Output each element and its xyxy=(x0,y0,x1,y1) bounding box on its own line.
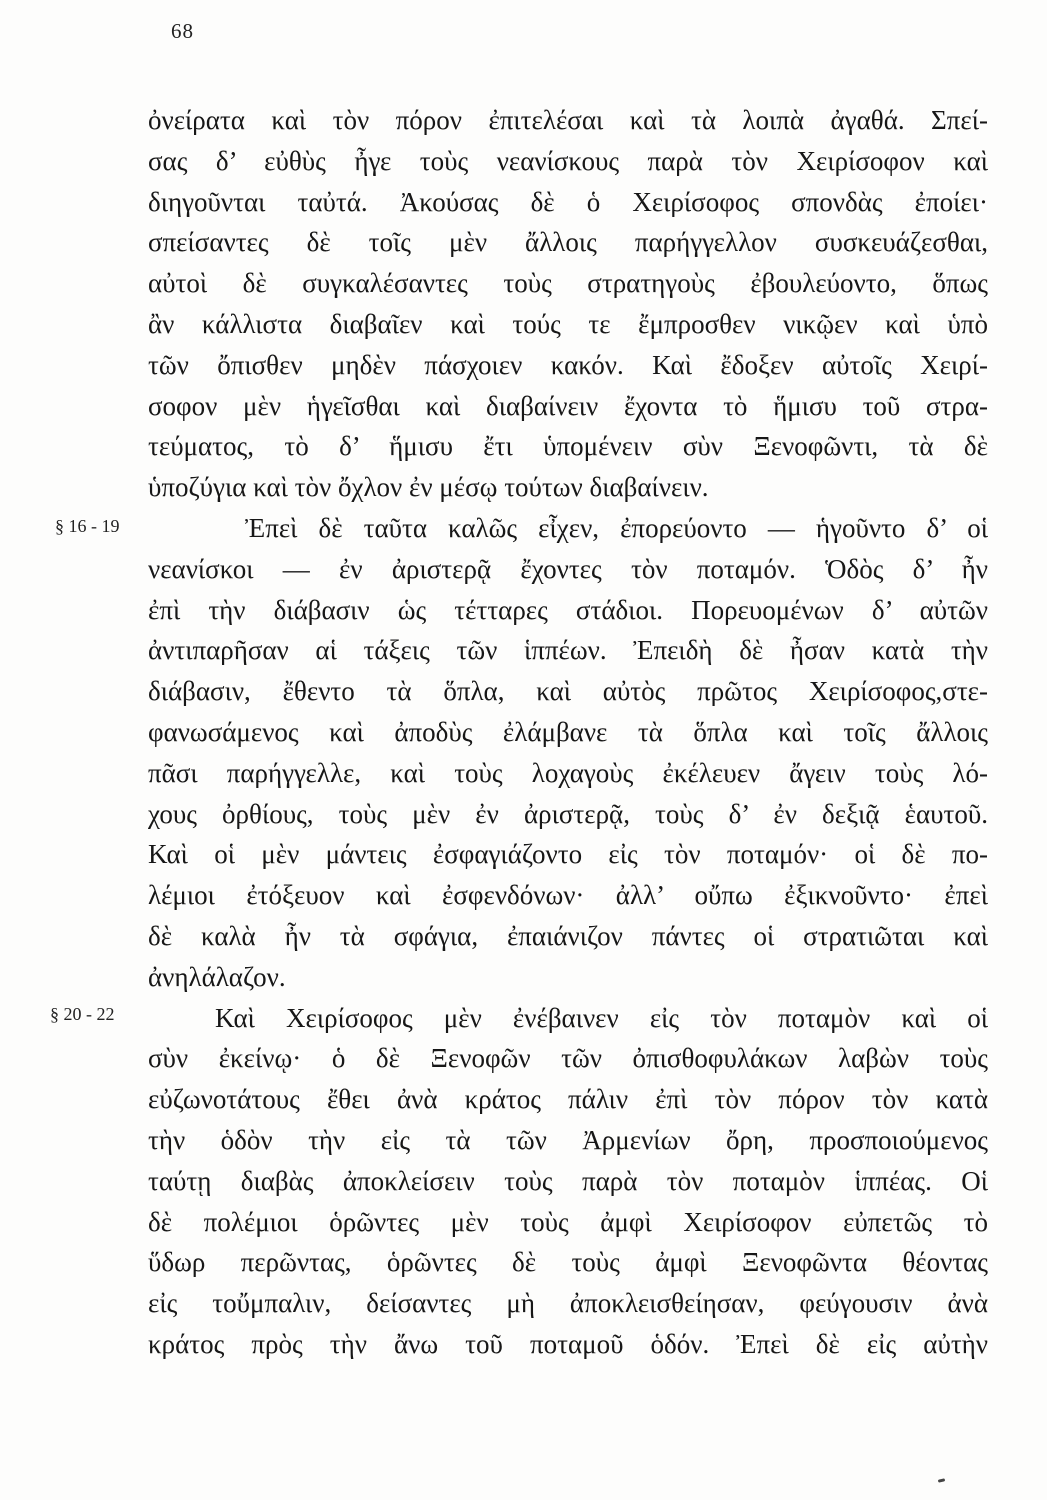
text-line: ὑποζύγια καὶ τὸν ὄχλον ἐν μέσῳ τούτων διαβαίνειν. xyxy=(148,472,709,503)
text-line: σας δ’ εὐθὺς ἦγε τοὺς νεανίσκους παρὰ τὸν Χειρίσοφον καὶ xyxy=(148,145,988,176)
text-line: φανωσάμενος καὶ ἀποδὺς ἐλάμβανε τὰ ὅπλα καὶ τοῖς ἄλλοις xyxy=(148,716,988,747)
text-line: τὴν ὁδὸν τὴν εἰς τὰ τῶν Ἀρμενίων ὄρη, προσποιούμενος xyxy=(148,1124,988,1155)
scan-speck xyxy=(938,1478,945,1482)
text-line: τεύματος, τὸ δ’ ἥμισυ ἔτι ὑπομένειν σὺν Ξενοφῶντι, τὰ δὲ xyxy=(148,431,988,462)
text-line: διάβασιν, ἔθεντο τὰ ὅπλα, καὶ αὐτὸς πρῶτος Χειρίσοφος,στε- xyxy=(148,676,988,707)
text-line: ἀντιπαρῆσαν αἱ τάξεις τῶν ἱππέων. Ἐπειδὴ δὲ ἦσαν κατὰ τὴν xyxy=(148,635,988,666)
text-line: εἰς τοὔμπαλιν, δείσαντες μὴ ἀποκλεισθείησαν, φεύγουσιν ἀνὰ xyxy=(148,1288,988,1319)
text-line: αὐτοὶ δὲ συγκαλέσαντες τοὺς στρατηγοὺς ἐβουλεύοντο, ὅπως xyxy=(148,268,988,299)
paragraph-section-16-19 xyxy=(148,508,988,998)
text-line: Ἐπεὶ δὲ ταῦτα καλῶς εἶχεν, ἐπορεύοντο — ἡγοῦντο δ’ οἱ xyxy=(245,512,988,543)
paragraph-continued xyxy=(148,100,988,508)
text-line: ὕδωρ περῶντας, ὁρῶντες δὲ τοὺς ἀμφὶ Ξενοφῶντα θέοντας xyxy=(148,1247,988,1278)
text-line: πᾶσι παρήγγελλε, καὶ τοὺς λοχαγοὺς ἐκέλευεν ἄγειν τοὺς λό- xyxy=(148,757,988,788)
text-line: ἐπὶ τὴν διάβασιν ὡς τέτταρες στάδιοι. Πορευομένων δ’ αὐτῶν xyxy=(148,594,988,625)
text-line: λέμιοι ἐτόξευον καὶ ἐσφενδόνων· ἀλλ’ οὔπω ἐξικνοῦντο· ἐπεὶ xyxy=(148,880,988,911)
text-line: σοφον μὲν ἡγεῖσθαι καὶ διαβαίνειν ἔχοντα τὸ ἥμισυ τοῦ στρα- xyxy=(148,390,988,421)
text-line: ἀνηλάλαζον. xyxy=(148,961,286,992)
text-line: νεανίσκοι — ἐν ἀριστερᾷ ἔχοντες τὸν ποταμόν. Ὁδὸς δ’ ἦν xyxy=(148,553,988,584)
text-line: κράτος πρὸς τὴν ἄνω τοῦ ποταμοῦ ὁδόν. Ἐπεὶ δὲ εἰς αὐτὴν xyxy=(148,1328,988,1359)
greek-text-body xyxy=(148,100,988,1365)
text-line: εὐζωνοτάτους ἔθει ἀνὰ κράτος πάλιν ἐπὶ τὸν πόρον τὸν κατὰ xyxy=(148,1084,988,1115)
text-line: ὀνείρατα καὶ τὸν πόρον ἐπιτελέσαι καὶ τὰ λοιπὰ ἀγαθά. Σπεί- xyxy=(148,105,988,135)
text-line: δὲ καλὰ ἦν τὰ σφάγια, ἐπαιάνιζον πάντες οἱ στρατιῶται καὶ xyxy=(148,920,988,951)
margin-note-section-20-22: § 20 - 22 xyxy=(50,1004,115,1024)
text-line: δὲ πολέμιοι ὁρῶντες μὲν τοὺς ἀμφὶ Χειρίσοφον εὐπετῶς τὸ xyxy=(148,1206,988,1237)
text-line: τῶν ὄπισθεν μηδὲν πάσχοιεν κακόν. Καὶ ἔδοξεν αὐτοῖς Χειρί- xyxy=(148,349,988,380)
text-line: Καὶ Χειρίσοφος μὲν ἐνέβαινεν εἰς τὸν ποταμὸν καὶ οἱ xyxy=(215,1002,988,1033)
text-line: ταύτῃ διαβὰς ἀποκλείσειν τοὺς παρὰ τὸν ποταμὸν ἱππέας. Οἱ xyxy=(148,1165,988,1196)
margin-note-section-16-19: § 16 - 19 xyxy=(55,516,120,536)
text-line: σὺν ἐκείνῳ· ὁ δὲ Ξενοφῶν τῶν ὀπισθοφυλάκων λαβὼν τοὺς xyxy=(148,1043,988,1074)
text-line: διηγοῦνται ταὐτά. Ἀκούσας δὲ ὁ Χειρίσοφος σπονδὰς ἐποίει· xyxy=(148,186,988,217)
text-line: χους ὀρθίους, τοὺς μὲν ἐν ἀριστερᾷ, τοὺς δ’ ἐν δεξιᾷ ἑαυτοῦ. xyxy=(148,798,988,829)
text-line: ἂν κάλλιστα διαβαῖεν καὶ τούς τε ἔμπροσθεν νικῷεν καὶ ὑπὸ xyxy=(148,308,988,339)
paragraph-section-20-22 xyxy=(148,998,988,1365)
text-line: Καὶ οἱ μὲν μάντεις ἐσφαγιάζοντο εἰς τὸν ποταμόν· οἱ δὲ πο- xyxy=(148,839,988,870)
text-line: σπείσαντες δὲ τοῖς μὲν ἄλλοις παρήγγελλον συσκευάζεσθαι, xyxy=(148,227,988,258)
page-number: 68 xyxy=(171,19,194,43)
